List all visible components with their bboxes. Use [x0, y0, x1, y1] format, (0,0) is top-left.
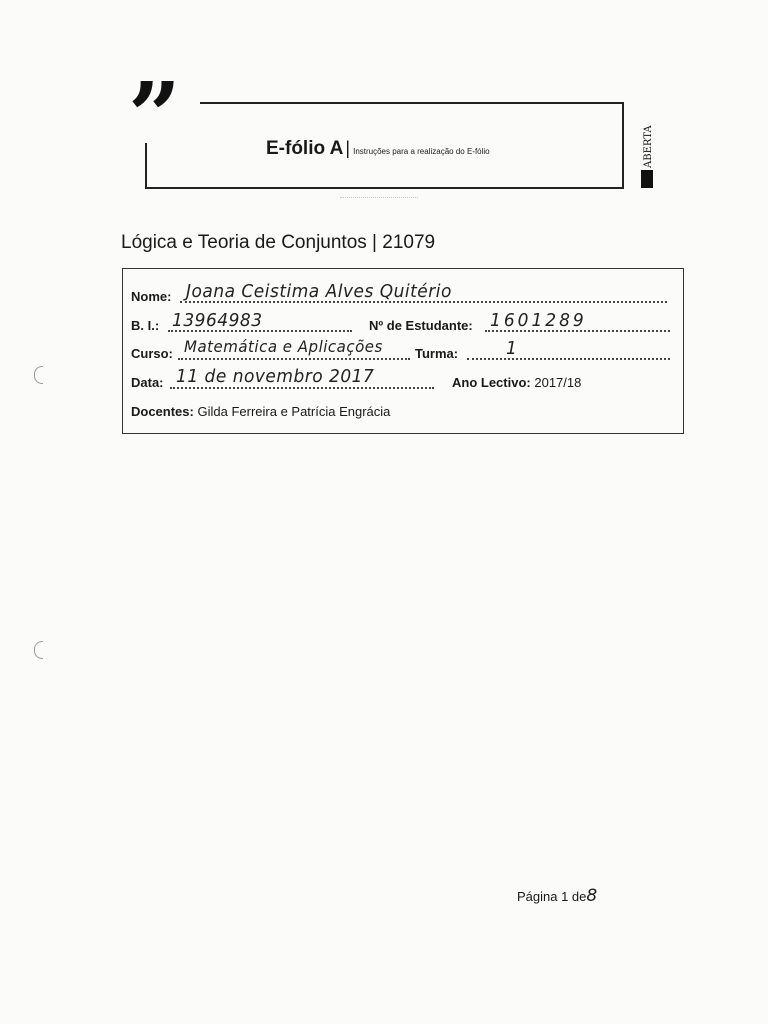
turma-handwritten: 1 [506, 338, 518, 360]
header-frame-top [200, 102, 624, 104]
header-title: E-fólio A [266, 138, 344, 159]
header-separator: | [345, 138, 351, 158]
curso-label: Curso: [131, 346, 173, 361]
ano-lectivo-value: 2017/18 [534, 375, 582, 390]
bi-label: B. I.: [131, 318, 160, 333]
bi-row [131, 318, 159, 333]
logo-text: ABERTA [643, 125, 654, 168]
curso-handwritten: Matemática e Aplicações [184, 337, 383, 357]
nome-handwritten: Joana Ceistima Alves Quitério [186, 281, 452, 303]
page-label: Página 1 de [517, 889, 587, 904]
header-frame-right [622, 102, 624, 189]
data-handwritten: 11 de novembro 2017 [176, 366, 375, 388]
turma-dotted-line [467, 357, 670, 360]
header-subtitle: Instruções para a realização do E-fólio [353, 147, 490, 156]
turma-row [415, 346, 458, 361]
estudante-row [369, 318, 473, 333]
aberta-logo [640, 104, 654, 189]
ano-lectivo-row [452, 375, 581, 390]
course-title: Lógica e Teoria de Conjuntos | 21079 [121, 232, 436, 253]
header-title-block [266, 138, 490, 160]
turma-label: Turma: [415, 346, 459, 361]
estudante-label: Nº de Estudante: [369, 318, 473, 333]
nome-label: Nome: [131, 289, 172, 304]
page-number [517, 886, 597, 906]
bi-handwritten: 13964983 [172, 310, 263, 332]
scan-smudge [340, 197, 418, 201]
data-row [131, 375, 164, 390]
ano-lectivo-label: Ano Lectivo: [452, 375, 531, 390]
data-label: Data: [131, 375, 164, 390]
curso-row [131, 346, 173, 361]
estudante-handwritten: 1601289 [490, 310, 587, 332]
binder-hole-mark [34, 641, 43, 659]
header-frame-bottom [145, 187, 624, 189]
docentes-label: Docentes: [131, 404, 194, 419]
nome-row [131, 289, 171, 304]
docentes-row [131, 404, 390, 419]
header-frame-left [145, 143, 147, 189]
docentes-value: Gilda Ferreira e Patrícia Engrácia [197, 404, 391, 419]
page-total-handwritten: 8 [586, 886, 598, 906]
binder-hole-mark [34, 366, 43, 384]
quote-mark-logo: ” [128, 62, 175, 170]
curso-dotted-line [178, 357, 410, 360]
